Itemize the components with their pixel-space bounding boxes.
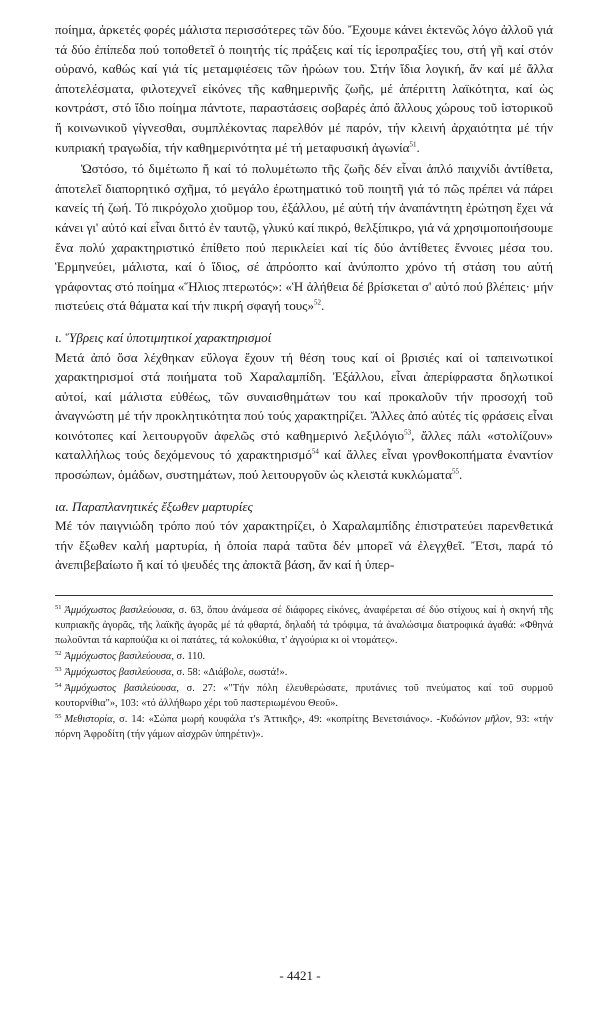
footnote-text: , σ. 14: «Σώπα μωρή κουφάλα τ's Ἀττικῆς», 49: «κοπρίτης Βενετσιάνος». - xyxy=(112,714,440,726)
footnote-source-title: Ἀμμόχωστος βασιλεύουσα xyxy=(64,667,172,679)
paragraph-3 xyxy=(55,348,553,485)
footnote-text: , σ. 110. xyxy=(171,651,206,663)
footnote-text: , σ. 58: «Διάβολε, σωστά!». xyxy=(171,667,288,679)
footnote-number: 55 xyxy=(55,712,62,720)
paragraph-1-text: ποίημα, ἀρκετές φορές μάλιστα περισσότερες τῶν δύο. Ἔχουμε κάνει ἐκτενῶς λόγο ἀλλοῦ γιά τά δύο ἐπίπεδα πού τοποθετεῖ ὁ ποιητής τίς πράξεις καί τίς ἱεροπραξίες του, στή γῆ καί στόν οὐρανό, καθώς καί γιά τίς μεταμφιέσεις τῶν ἡρώων του. Στήν ἴδια λογική, ἄν καί μέ ἄλλα ἀποτελέσματα, φιλοτεχνεῖ εἰκόνες τῆς καθημερινῆς ζωῆς, μέ ἀπέριττη λαϊκότητα, καί ὡς κοντράστ, στό ἴδιο ποίημα πάντοτε, παραστάσεις σοβαρές ἀπό ἄλλους χώρους τοῦ ἱστορικοῦ ἤ κοινωνικοῦ γίγνεσθαι, συμπλέκοντας παρελθόν μέ παρόν, τήν κλεινή ἀρχαιότητα μέ τήν κυπριακή τραγωδία, τήν καθημερινότητα μέ τή μεταφυσική ἀγωνία xyxy=(55,22,553,155)
section-heading-ia: ια. Παραπλανητικές ἔξωθεν μαρτυρίες xyxy=(55,498,253,514)
paragraph-2: Ὡστόσο, τό διμέτωπο ἤ καί τό πολυμέτωπο τῆς ζωῆς δέν εἶναι ἁπλό παιχνίδι ἀντίθετα, ἀποτελεῖ διαπορητικό σχῆμα, τό μεγάλο ἐρωτηματικό τοῦ ποιητῆ γιά τό πῶς πρέπει νά πάρει κανείς τή ζωή. Τό πικρόχολο χιοῦμορ του, ἐξάλλου, μέ αὐτή τήν ἀναπάντητη ἐρώτηση ἔχει νά κάνει γι' αὐτό καί εἶναι διττό ἐν ταυτῷ, γλυκύ καί πικρό, θελξίπικρο, γιά νά χρησιμοποιήσουμε ἕνα πολύ χαρακτηριστικό ἐπίθετο πού περικλείει καί τίς δύο ἀντίθετες ἔννοιες μέσα του. Ἑρμηνεύει, μάλιστα, καί ὁ ἴδιος, σέ ἀπρόοπτο καί ἀνύποπτο χρόνο τή στάση του αὐτή γράφοντας στό ποίημα «Ἥλιος πτερωτός»: «Ἡ ἀλήθεια δέ βρίσκεται σ' αὐτό πού βλέπεις· μήν πιστεύεις στά θάματα καί τήν πικρή σφαγή τους»$^{52}$. xyxy=(55,161,553,314)
footnote-source-title: Ἀμμόχωστος βασιλεύουσα xyxy=(64,605,173,617)
footnote-number: 51 xyxy=(55,603,62,611)
footnote-number: 52 xyxy=(55,649,62,657)
paragraph-1: ποίημα, ἀρκετές φορές μάλιστα περισσότερες τῶν δύο. Ἔχουμε κάνει ἐκτενῶς λόγο ἀλλοῦ γιά τά δύο ἐπίπεδα πού τοποθετεῖ ὁ ποιητής τίς πράξεις καί τίς ἱεροπραξίες του, στή γῆ καί στόν οὐρανό, καθώς καί γιά τίς μεταμφιέσεις τῶν ἡρώων του. Στήν ἴδια λογική, ἄν καί μέ ἄλλα ἀποτελέσματα, φιλοτεχνεῖ εἰκόνες τῆς καθημερινῆς ζωῆς, μέ ἀπέριττη λαϊκότητα, καί ὡς κοντράστ, στό ἴδιο ποίημα πάντοτε, παραστάσεις σοβαρές ἀπό ἄλλους χώρους τοῦ ἱστορικοῦ ἤ κοινωνικοῦ γίγνεσθαι, συμπλέκοντας παρελθόν μέ παρόν, τήν κλεινή ἀρχαιότητα μέ τήν κυπριακή τραγωδία, τήν καθημερινότητα μέ τή μεταφυσική ἀγωνία$^{51}$. xyxy=(55,22,553,155)
footnote-number: 53 xyxy=(55,665,62,673)
paragraph-3-text-b: , ἄλλες πάλι «στολίζουν» καταλλήλως τούς δεχόμενους τό χαρακτηρισμό xyxy=(55,427,553,463)
footnotes xyxy=(55,603,553,742)
footnote-number: 54 xyxy=(55,681,62,689)
paragraph-2-text: Ὡστόσο, τό διμέτωπο ἤ καί τό πολυμέτωπο τῆς ζωῆς δέν εἶναι ἁπλό παιχνίδι ἀντίθετα, ἀποτελεῖ διαπορητικό σχῆμα, τό μεγάλο ἐρωτηματικό τοῦ ποιητῆ γιά τό πῶς πρέπει νά πάρει κανείς τή ζωή. Τό πικρόχολο χιοῦμορ του, ἐξάλλου, μέ αὐτή τήν ἀναπάντητη ἐρώτηση ἔχει νά κάνει γι' αὐτό καί εἶναι διττό ἐν ταυτῷ, γλυκύ καί πικρό, θελξίπικρο, γιά νά χρησιμοποιήσουμε ἕνα πολύ χαρακτηριστικό ἐπίθετο πού περικλείει καί τίς δύο ἀντίθετες ἔννοιες μέσα του. Ἑρμηνεύει, μάλιστα, καί ὁ ἴδιος, σέ ἀπρόοπτο καί ἀνύποπτο χρόνο τή στάση του αὐτή γράφοντας στό ποίημα «Ἥλιος πτερωτός»: «Ἡ ἀλήθεια δέ βρίσκεται σ' αὐτό πού βλέπεις· μήν πιστεύεις στά θάματα καί τήν πικρή σφαγή τους» xyxy=(55,161,553,314)
paragraph-3-text-c: καί ἄλλες εἶναι γρονθοκοπήματα ἐναντίον προσώπων, ὁμάδων, συστημάτων, πού λειτουργοῦν ὡς κλειστά κυκλώματα xyxy=(55,447,553,483)
footnote-source-title: Ἀμμόχωστος βασιλεύουσα xyxy=(64,651,172,663)
footnote-ref-55[interactable]: 55 xyxy=(451,467,459,476)
footnote-text-2: , 93: «τήν πόρνη Ἀφροδίτη (τήν γάμων αἰσχρῶν ὑπηρέτιν)». xyxy=(55,714,553,741)
page-number: - 4421 - xyxy=(279,968,321,983)
footnote-ref-54[interactable]: 54 xyxy=(311,448,319,457)
paragraph-3-text-a: Μετά ἀπό ὅσα λέχθηκαν εὔλογα ἔχουν τή θέση τους καί οἱ βρισιές καί οἱ ταπεινωτικοί χαρακτηρισμοί στά ποιήματα τοῦ Χαραλαμπίδη. Ἐξάλλου, εἶναι ἀπερίφραστα δηλωτικοί αὐτοί, καί μάλιστα εὐθέως, τῶν συναισθημάτων του καί προκαλοῦν τήν προσοχή τοῦ ἀναγνώστη μέ τήν προκλητικότητα πού τούς χαρακτηρίζει. Ἄλλες ἀπό αὐτές τίς φράσεις εἶναι κοινότοπες καί λειτουργοῦν ἀφελῶς στό καθημερινό λεξιλόγιο xyxy=(55,349,553,443)
paragraph-4: Μέ τόν παιγνιώδη τρόπο πού τόν χαρακτηρίζει, ὁ Χαραλαμπίδης ἐπιστρατεύει παρενθετικά τήν ἔξωθεν καλή μαρτυρία, ἡ ὁποία παρά ταῦτα δέν μπορεῖ νά ἐλεγχθεῖ. Ἔτσι, παρά τό ἀνεπιβεβαίωτο ἤ καί τό ψευδές της ἀποκτᾶ βάση, ἄν καί ἡ ὑπερ- xyxy=(55,518,553,573)
section-heading-i: ι. Ὕβρεις καί ὑποτιμητικοί χαρακτηρισμοί xyxy=(55,329,272,345)
footnote-text: , σ. 27: «"Τήν πόλη ἐλευθερώσατε, πρυτάνιες τοῦ πνεύματος καί τοῦ συρμοῦ κουτορνίθια"», 103: «τό ἀλλήθωρο χέρι τοῦ παστεριωμένου Θεοῦ». xyxy=(55,683,553,710)
paragraph-3-text-d: . xyxy=(458,467,463,483)
footnote-52 xyxy=(55,649,553,664)
footnote-ref-51[interactable]: 51 xyxy=(409,140,417,149)
footnote-text: , σ. 63, ὅπου ἀνάμεσα σέ διάφορες εἰκόνες, ἀναφέρεται σέ δύο στίχους καί ἡ σκηνή τῆς κυπριακῆς ἀγορᾶς, τῆς λαϊκῆς ἀγορᾶς μέ τά φθαρτά, δηλαδή τά τρόφιμα, τά ἀναλώσιμα διατροφικά ἀγαθά: «Φθηνά πωλοῦνται τά καρπούζια κι οἱ πατάτες, τά κολοκύθια, τ' ἀγγούρια κι οἱ ντομάτες». xyxy=(55,605,553,647)
page-body xyxy=(55,20,553,743)
footnote-source-title-2: Κυδώνιον μῆλον xyxy=(439,714,510,726)
footnote-ref-53[interactable]: 53 xyxy=(404,428,412,437)
footnote-source-title: Μεθιστορία xyxy=(64,714,113,726)
footnote-54 xyxy=(55,681,553,711)
footnote-51 xyxy=(55,603,553,648)
footnote-source-title: Ἀμμόχωστος βασιλεύουσα xyxy=(64,683,177,695)
footnote-divider xyxy=(55,595,553,596)
footnote-ref-52[interactable]: 52 xyxy=(314,298,322,307)
footnote-55 xyxy=(55,712,553,742)
footnote-53 xyxy=(55,665,553,680)
